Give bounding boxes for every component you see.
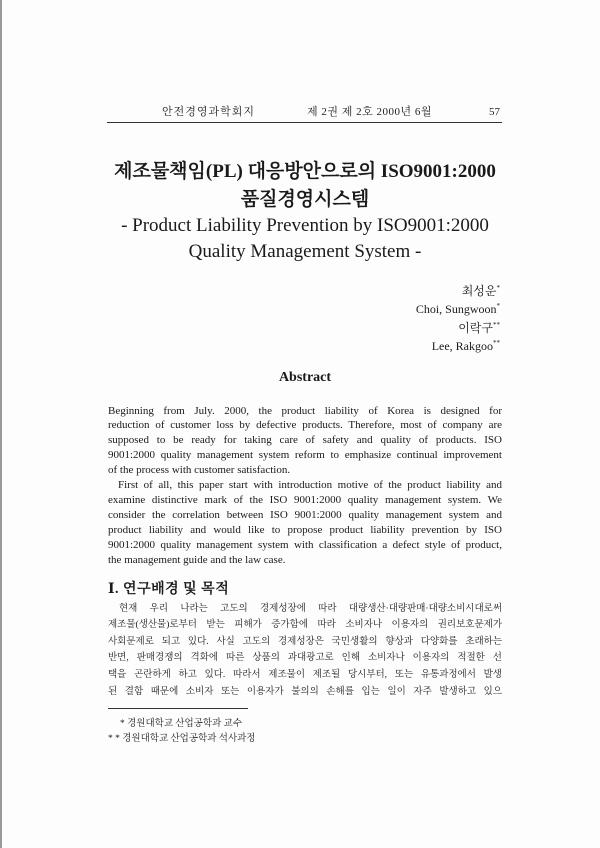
abstract-line: of the process with customer satisfaction.: [108, 464, 291, 477]
running-header-journal: 안전경영과학회지: [162, 106, 256, 118]
author-name: [416, 319, 500, 337]
footnote: * * 경원대학교 산업공학과 석사과정: [108, 733, 256, 744]
abstract-line: examine distinctive mark of the ISO 9001:2000 quality management system. We: [108, 493, 502, 506]
author-name-text: Lee, Rakgoo: [431, 338, 493, 353]
author-block: [416, 282, 500, 355]
abstract-line: product liability and would like to propose product liability prevention by ISO: [108, 523, 502, 536]
abstract-line: 9001:2000 quality management system with classification a defect style of product,: [108, 538, 502, 551]
abstract-body: [108, 404, 502, 568]
title-korean-line-1: 제조물책임(PL) 대응방안으로의 ISO9001:2000: [114, 161, 496, 182]
abstract-heading: Abstract: [278, 370, 332, 385]
abstract-line: Beginning from July. 2000, the product liability of Korea is designed for: [108, 404, 502, 417]
author-footnote-mark: *: [496, 284, 500, 292]
title-english-line-1: - Product Liability Prevention by ISO9001:2000: [121, 215, 489, 236]
author-name-text: 이락구: [458, 320, 493, 335]
abstract-paragraph: [108, 404, 502, 479]
section-heading: Ⅰ. 연구배경 및 목적: [108, 582, 230, 597]
footnote-rule: [108, 708, 248, 709]
author-name: [416, 337, 500, 355]
author-name-text: Choi, Sungwoon: [415, 302, 497, 317]
page-number: 57: [489, 106, 500, 118]
section-body: [108, 601, 502, 701]
abstract-line: 9001:2000 quality management system reform to emphasize continual improvement: [108, 449, 502, 462]
title-korean-line-2: 품질경영시스템: [240, 189, 370, 210]
abstract-line: the management guide and the law case.: [108, 553, 286, 566]
body-line: 반면, 판매경쟁의 격화에 따른 상품의 과대광고로 인해 소비자나 이용자의 적절한 선: [108, 653, 502, 664]
body-line: 사회문제로 되고 있다. 사실 고도의 경제성장은 국민생활의 향상과 다양화를 초래하는: [108, 636, 502, 647]
author-name-text: 최성운: [461, 284, 497, 298]
abstract-paragraph: [108, 478, 502, 567]
running-header-issue: 제 2권 제 2호 2000년 6월: [307, 106, 433, 118]
body-line: 제조물(생산물)로부터 받는 피해가 증가함에 따라 소비자나 이용자의 권리보호문제가: [108, 620, 502, 631]
author-footnote-mark: **: [493, 320, 500, 329]
author-footnote-mark: **: [493, 338, 500, 347]
title-english-line-2: Quality Management System -: [188, 241, 422, 262]
footnotes: [108, 717, 255, 747]
header-rule: [107, 122, 502, 123]
footnote: * 경원대학교 산업공학과 교수: [120, 718, 242, 729]
abstract-line: First of all, this paper start with introduction motive of the product liability and: [118, 479, 502, 492]
body-line: 택을 곤란하게 하고 있다. 따라서 제조물이 제조될 당시부터, 또는 유통과정에서 발생: [108, 670, 502, 681]
author-name: [416, 282, 500, 300]
abstract-line: reduction of customer loss by defective products. Therefore, most of company are: [108, 419, 502, 432]
author-name: [416, 300, 500, 318]
body-line: 된 결함 때문에 소비자 또는 이용자가 불의의 손해를 입는 일이 자주 발생하고 있으: [108, 686, 502, 697]
body-line: 현재 우리 나라는 고도의 경제성장에 따라 대량생산·대량판매·대량소비시대로써: [119, 603, 502, 614]
author-footnote-mark: *: [496, 302, 500, 311]
abstract-line: supposed to be ready for taking care of safety and quality of products. ISO: [108, 434, 502, 447]
abstract-line: consider the correlation between ISO 9001:2000 quality management system and: [108, 508, 502, 521]
